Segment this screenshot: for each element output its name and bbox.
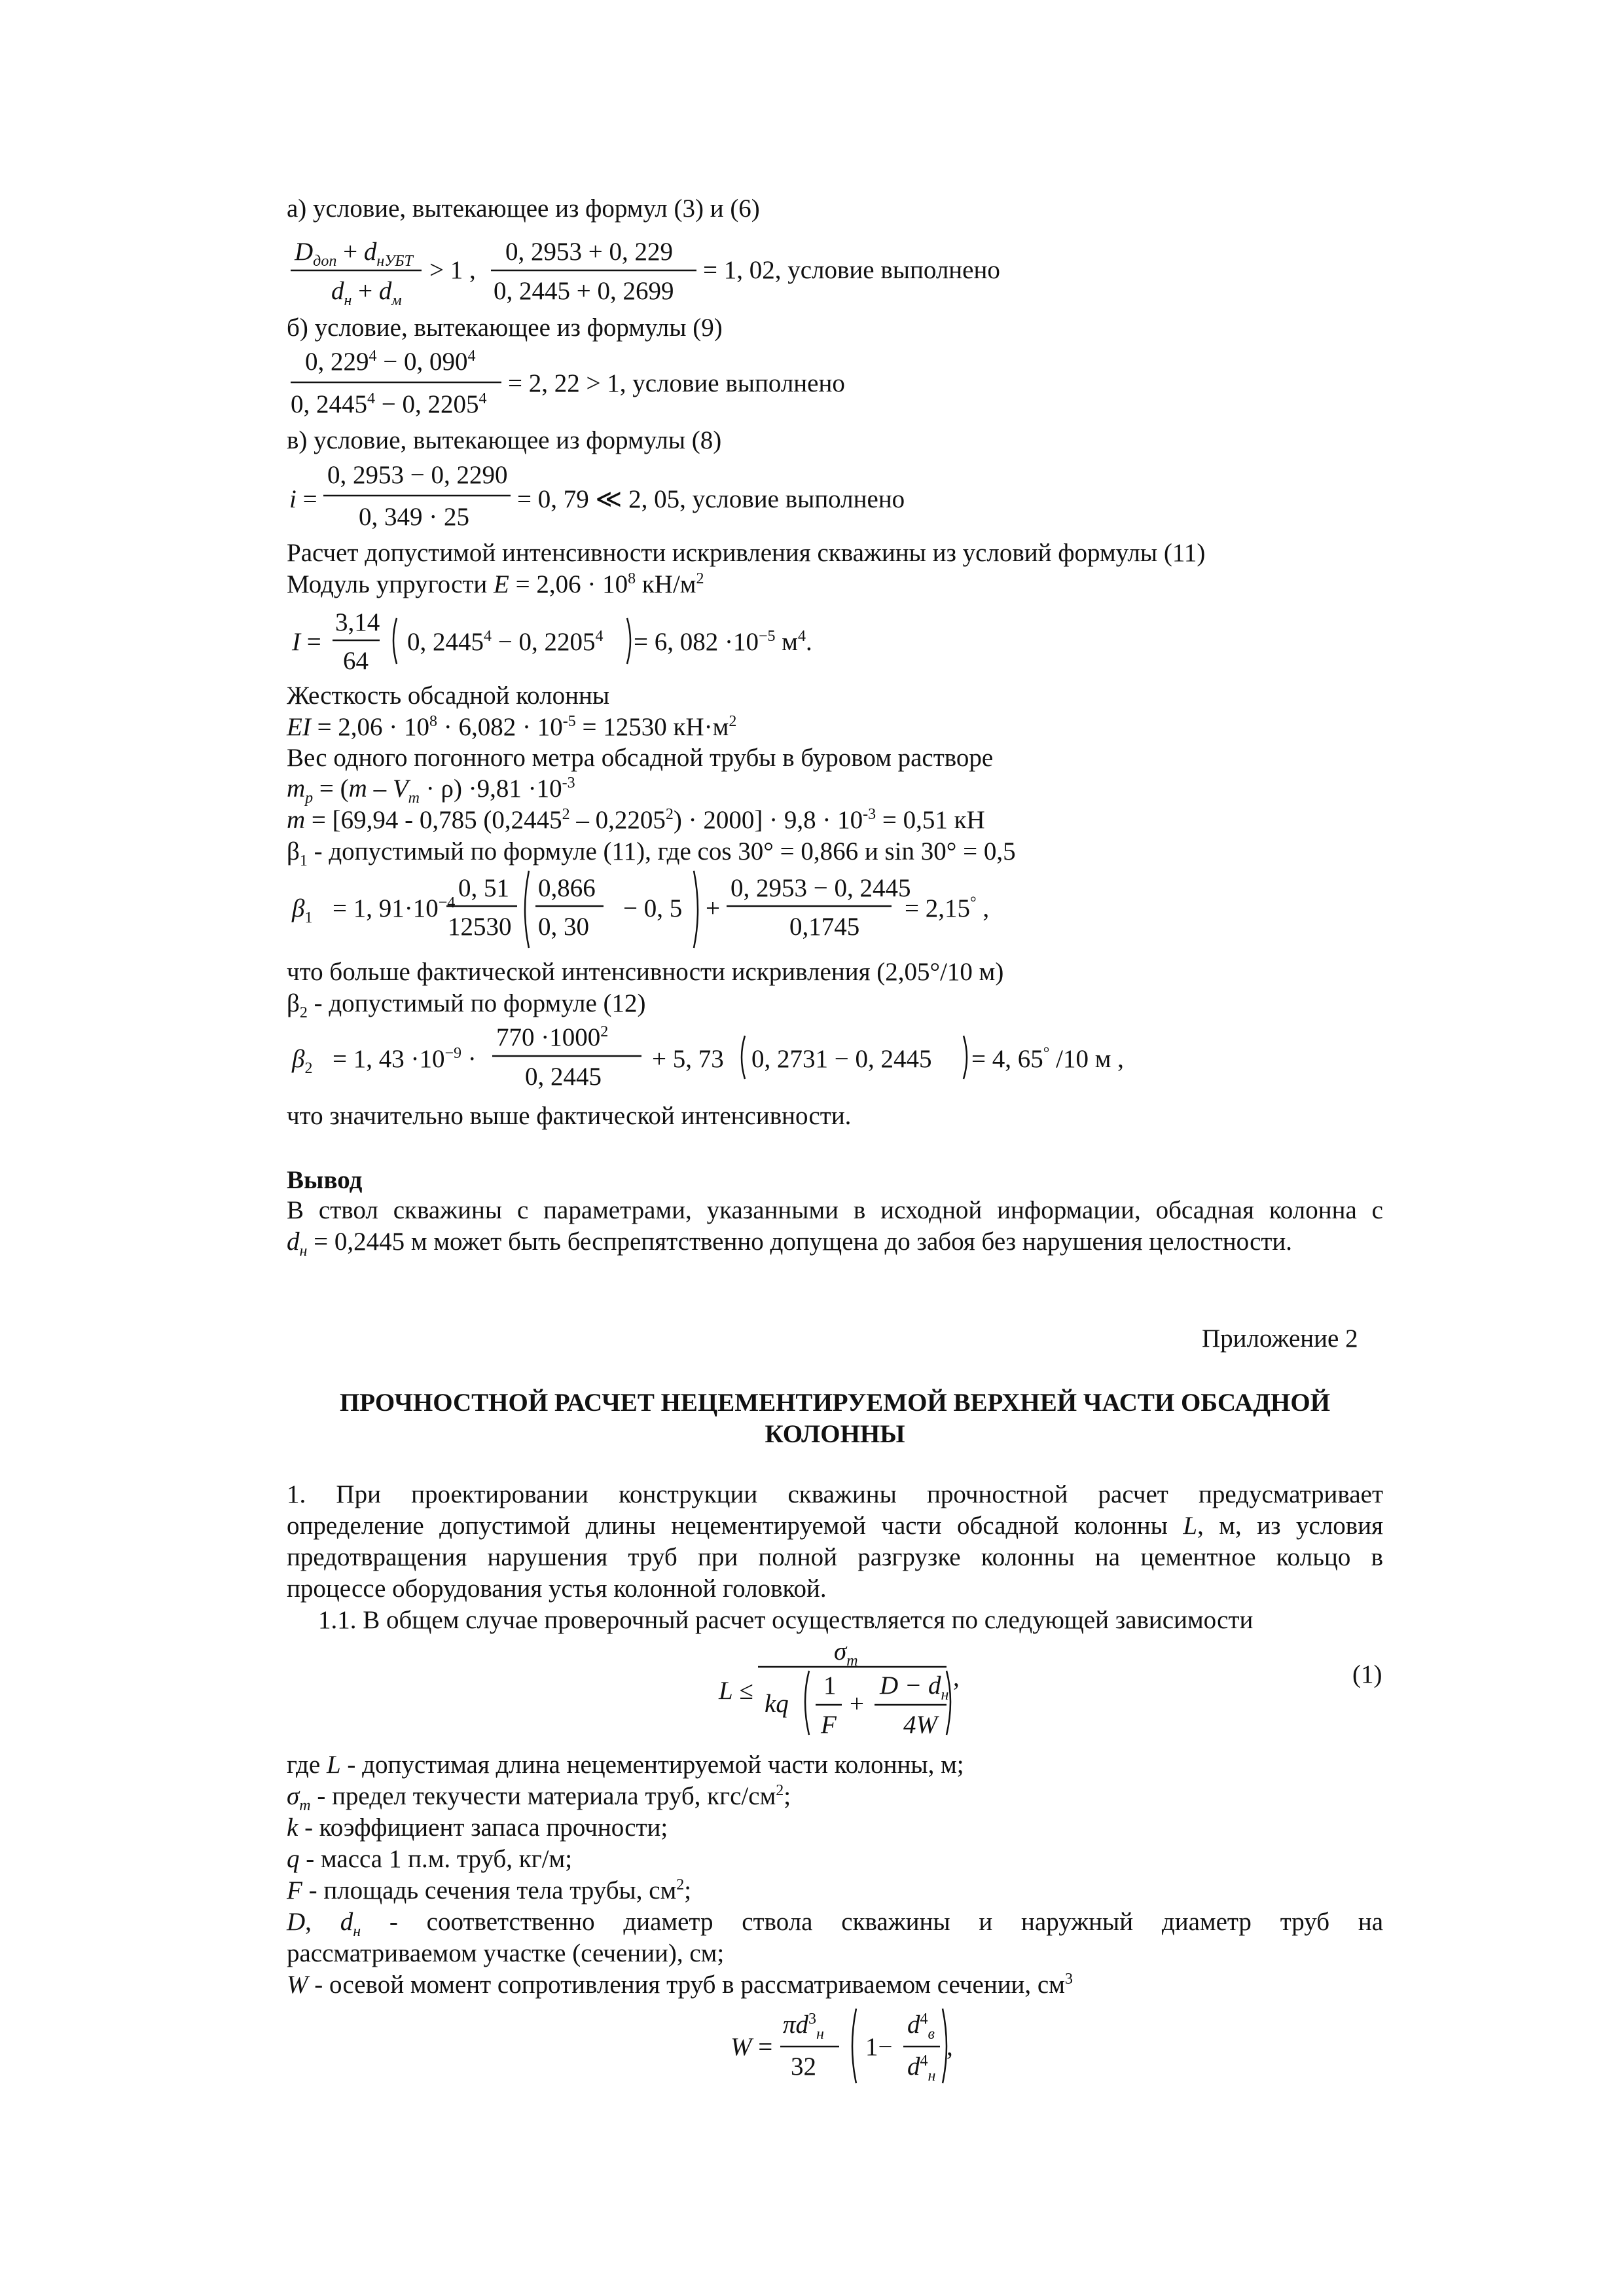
formula-W-comma: ,	[947, 2033, 953, 2061]
formula-beta2-fd: 0, 2445	[525, 1063, 602, 1091]
def-D-line1: D, $d_н$ - соответственно диаметр ствола скважины и наружный диаметр труб на	[287, 1908, 1384, 1940]
stiffness-title: Жесткость обсадной колонны	[287, 682, 610, 710]
formula-beta2-mid: + 5, 73	[652, 1045, 724, 1073]
formula-beta1-f2d: 0, 30	[538, 913, 589, 941]
formula-v-denominator: 0, 349 · 25	[359, 503, 469, 531]
formula-beta1-plus: +	[706, 894, 720, 922]
beta2-compare: что значительно выше фактической интенсивности.	[287, 1102, 852, 1130]
appendix-title-line1: ПРОЧНОСТНОЙ РАСЧЕТ НЕЦЕМЕНТИРУЕМОЙ ВЕРХНЕЙ ЧАСТИ ОБСАДНОЙ	[339, 1389, 1331, 1417]
formula-eq1-4w: 4W	[903, 1711, 937, 1739]
beta1-compare: что больше фактической интенсивности искривления (2,05°/10 м)	[287, 958, 1004, 986]
formula-beta2-paren: 0, 2731 − 0, 2445	[751, 1045, 932, 1073]
formula-a-result: = 1, 02, условие выполнено	[703, 256, 1000, 284]
formula-inertia-den: 64	[343, 647, 369, 675]
formula-a-numerator: 0, 2953 + 0, 229	[505, 238, 673, 266]
def-W: W - осевой момент сопротивления труб в рассматриваемом сечении, $см^3$	[287, 1971, 1073, 1999]
paren-right	[694, 871, 698, 948]
formula-v-numerator: 0, 2953 − 0, 2290	[327, 461, 508, 489]
formula-v-i: i =	[289, 485, 317, 513]
condition-b-heading: б) условие, вытекающее из формулы (9)	[287, 314, 723, 342]
formula-beta1-f2n: 0,866	[538, 874, 596, 902]
formula-eq1-lhs: L ≤	[719, 1677, 753, 1705]
formula-eq1-F: F	[821, 1711, 837, 1739]
formula-beta1-f1n: 0, 51	[458, 874, 509, 902]
beta1-line: $\beta_1$ - допустимый по формуле (11), где cos 30° = 0,866 и sin 30° = 0,5	[287, 837, 1016, 869]
formula-W-pi: $\pi d^3_н$	[783, 2011, 824, 2043]
conclusion-text-line2: $d_н = 0,2445$ м может быть беспрепятственно допущена до забоя без нарушения целостности.	[287, 1228, 1293, 1260]
paren-left	[393, 618, 397, 664]
formula-beta2-result: = 4, 65° /10 м ,	[971, 1045, 1124, 1073]
formula-beta1-f3d: 0,1745	[789, 913, 860, 941]
formula-a-lhs-denominator: $d_н + d_м$	[331, 277, 402, 309]
formula-W-dn: $d^4_н$	[907, 2052, 936, 2085]
formula-beta1-result: = 2,15° ,	[905, 894, 990, 922]
conclusion-text-line1: В ствол скважины с параметрами, указанными в исходной информации, обсадная колонна с	[287, 1196, 1383, 1224]
formula-eq1-plus: +	[850, 1690, 864, 1718]
formula-W-32: 32	[791, 2052, 816, 2081]
formula-W-lhs: W =	[731, 2033, 773, 2061]
formula-beta1-lhs: $\beta_1$	[292, 894, 313, 926]
formula-beta2-fn: $770 \cdot 1000^2$	[496, 1023, 609, 1051]
paren-right	[943, 2009, 947, 2083]
def-D-line2: рассматриваемом участке (сечении), см;	[287, 1939, 725, 1967]
formula-inertia-lhs: I =	[292, 628, 321, 656]
formula-inertia-num: 3,14	[335, 608, 380, 636]
formula-v-result: = 0, 79 ≪ 2, 05, условие выполнено	[517, 485, 905, 513]
formula-beta2-pre: = 1, $43 \cdot 10^{-9}$ ·	[333, 1045, 477, 1073]
def-sigma: $\sigma_т$ - предел текучести материала труб, кгс/$см^2$;	[287, 1782, 791, 1814]
formula-eq1-kq: kq	[765, 1690, 789, 1718]
paren-right	[964, 1036, 967, 1079]
def-L: где L - допустимая длина нецементируемой части колонны, м;	[287, 1751, 964, 1779]
paren-left	[742, 1036, 745, 1079]
formula-beta1-pre: = 1, $91\cdot 10^{-4}$	[333, 894, 456, 922]
p1-line3: предотвращения нарушения труб при полной разгрузке колонны на цементное кольцо в	[287, 1543, 1383, 1571]
formula-a-lhs-numerator: $D_{доп} + d_{нУБТ}$	[295, 238, 413, 270]
p1-line4: процессе оборудования устья колонной головкой.	[287, 1575, 827, 1603]
stiffness-line: EI = $2,06 \cdot 10^8 \cdot 6,082 \cdot 10^{-5} = 12530$ $кН\cdot м^2$	[287, 713, 737, 741]
formula-eq1-comma: ,	[953, 1664, 960, 1692]
formula-b-denominator: 0, $2445^4 - 0$, 2205$^4$	[291, 390, 487, 418]
def-q: q - масса 1 п.м. труб, кг/м;	[287, 1845, 573, 1873]
paren-left	[805, 1671, 809, 1735]
formula-inertia-body: 0, $2445^4 - 0$, 2205$^4$	[407, 628, 604, 656]
formula-a-gt: > 1 ,	[429, 256, 476, 284]
formula-eq1-one: 1	[823, 1671, 837, 1700]
formula-inertia-result: = 6, $082 \cdot 10^{-5}$ $м^4$.	[634, 628, 812, 656]
formula-b-result: = 2, 22 > 1, условие выполнено	[508, 369, 845, 397]
condition-a-heading: а) условие, вытекающее из формул (3) и (6)	[287, 194, 760, 223]
p2-line: 1.1. В общем случае проверочный расчет осуществляется по следующей зависимости	[318, 1606, 1254, 1634]
formula-W-one: 1−	[865, 2033, 893, 2061]
formula-eq1-dn: $D - d_н$	[880, 1671, 949, 1704]
formula-eq1-num: $\sigma_т$	[834, 1637, 858, 1669]
appendix-title-line2: КОЛОННЫ	[765, 1420, 905, 1448]
weight-title: Вес одного погонного метра обсадной трубы в буровом растворе	[287, 744, 994, 772]
calc-title: Расчет допустимой интенсивности искривления скважины из условий формулы (11)	[287, 539, 1206, 567]
formula-beta1-f3n: 0, 2953 − 0, 2445	[731, 874, 911, 902]
def-F: F - площадь сечения тела трубы, $см^2$;	[287, 1876, 692, 1904]
paren-left	[525, 871, 529, 948]
beta2-line: $\beta_2$ - допустимый по формуле (12)	[287, 989, 646, 1021]
formula-beta1-minus: − 0, 5	[623, 894, 683, 922]
mp-line: $m_p = (m - V_m \cdot \rho) \cdot 9,81 \cdot 10^{-3}$	[287, 774, 575, 807]
m-line: m = [69,94 - 0,785 $(0,2445^2 - 0,2205^2) \cdot 2000] \cdot 9,8 \cdot 10^{-3} = 0,51$ кН	[287, 806, 985, 834]
p1-line1: 1. При проектировании конструкции скважины прочностной расчет предусматривает	[287, 1480, 1383, 1508]
paren-right	[627, 618, 630, 664]
formula-beta1-f1d: 12530	[448, 913, 512, 941]
formula-b-numerator: 0, $229^4 - 0$, $090^4$	[305, 348, 476, 376]
paren-left	[852, 2009, 856, 2083]
conclusion-heading: Вывод	[287, 1166, 363, 1194]
condition-v-heading: в) условие, вытекающее из формулы (8)	[287, 426, 722, 454]
formula-beta2-lhs: $\beta_2$	[292, 1045, 313, 1077]
modulus-line: Модуль упругости $E = 2,06 \cdot 10^8$ $кН/м^2$	[287, 570, 704, 598]
formula-a-denominator: 0, 2445 + 0, 2699	[494, 277, 674, 305]
formula-W-dv: $d^4_в$	[907, 2011, 935, 2043]
appendix-label: Приложение 2	[1202, 1324, 1358, 1353]
paren-right	[947, 1671, 950, 1735]
formula-eq1-number: (1)	[1352, 1660, 1382, 1688]
def-k: k - коэффициент запаса прочности;	[287, 1813, 668, 1842]
p1-line2: определение допустимой длины нецементируемой части обсадной колонны L, м, из условия	[287, 1512, 1384, 1540]
